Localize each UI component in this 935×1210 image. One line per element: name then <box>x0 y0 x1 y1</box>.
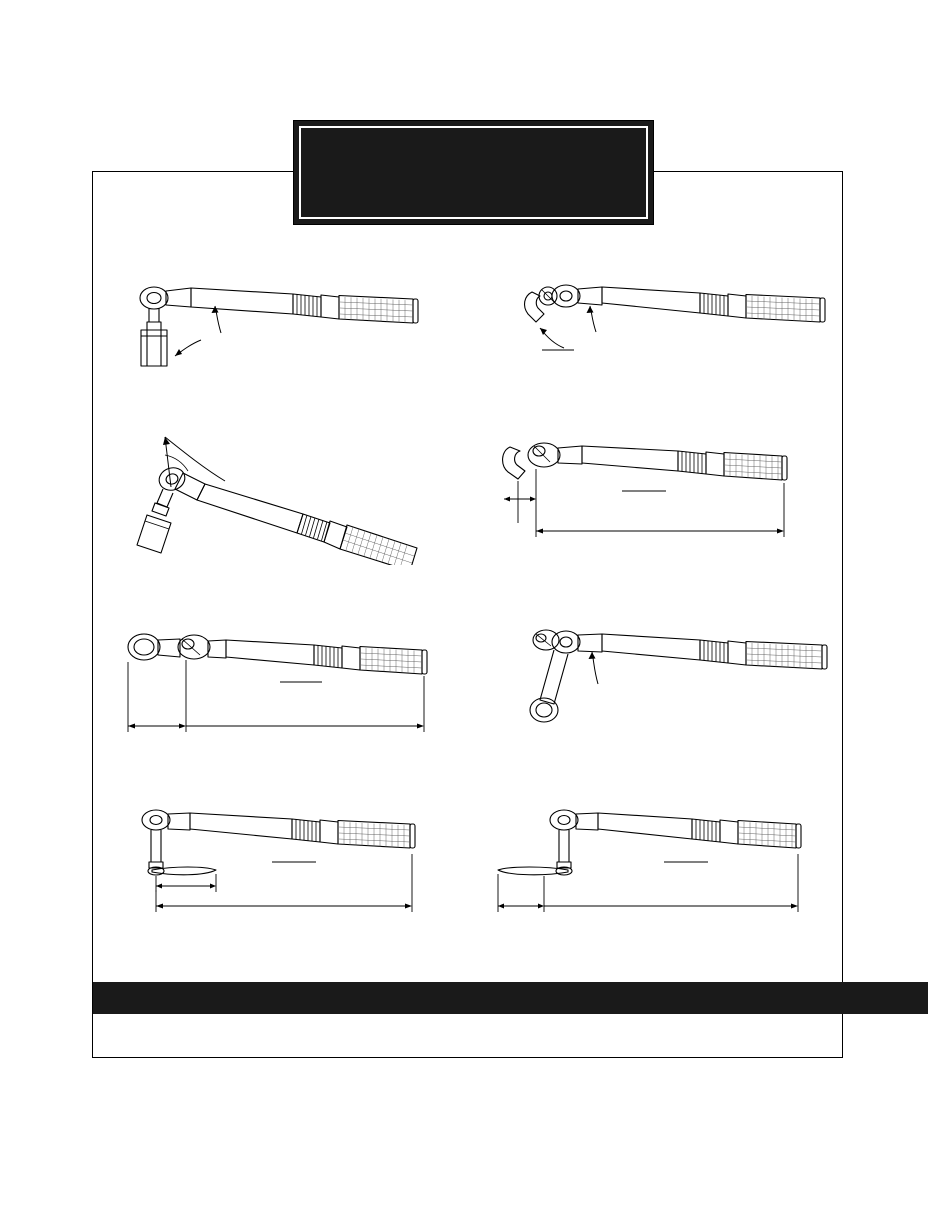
footer-bar <box>93 982 928 1014</box>
figure-torque-wrench-ring-end-offset <box>520 618 840 738</box>
footer-note <box>100 1020 800 1050</box>
figure-torque-wrench-open-end-head <box>518 270 838 380</box>
figure-torque-wrench-angled-square-drive <box>125 425 435 565</box>
figure-torque-wrench-flat-adapter-left <box>120 800 430 925</box>
figure-torque-wrench-square-drive-front <box>125 270 435 395</box>
title-banner <box>293 120 654 225</box>
figure-torque-wrench-open-end-dimensioned <box>498 425 798 550</box>
figure-torque-wrench-flat-adapter-right <box>488 800 808 925</box>
figure-torque-wrench-ring-end-dimensioned <box>118 620 438 745</box>
title-banner-text <box>299 126 648 219</box>
